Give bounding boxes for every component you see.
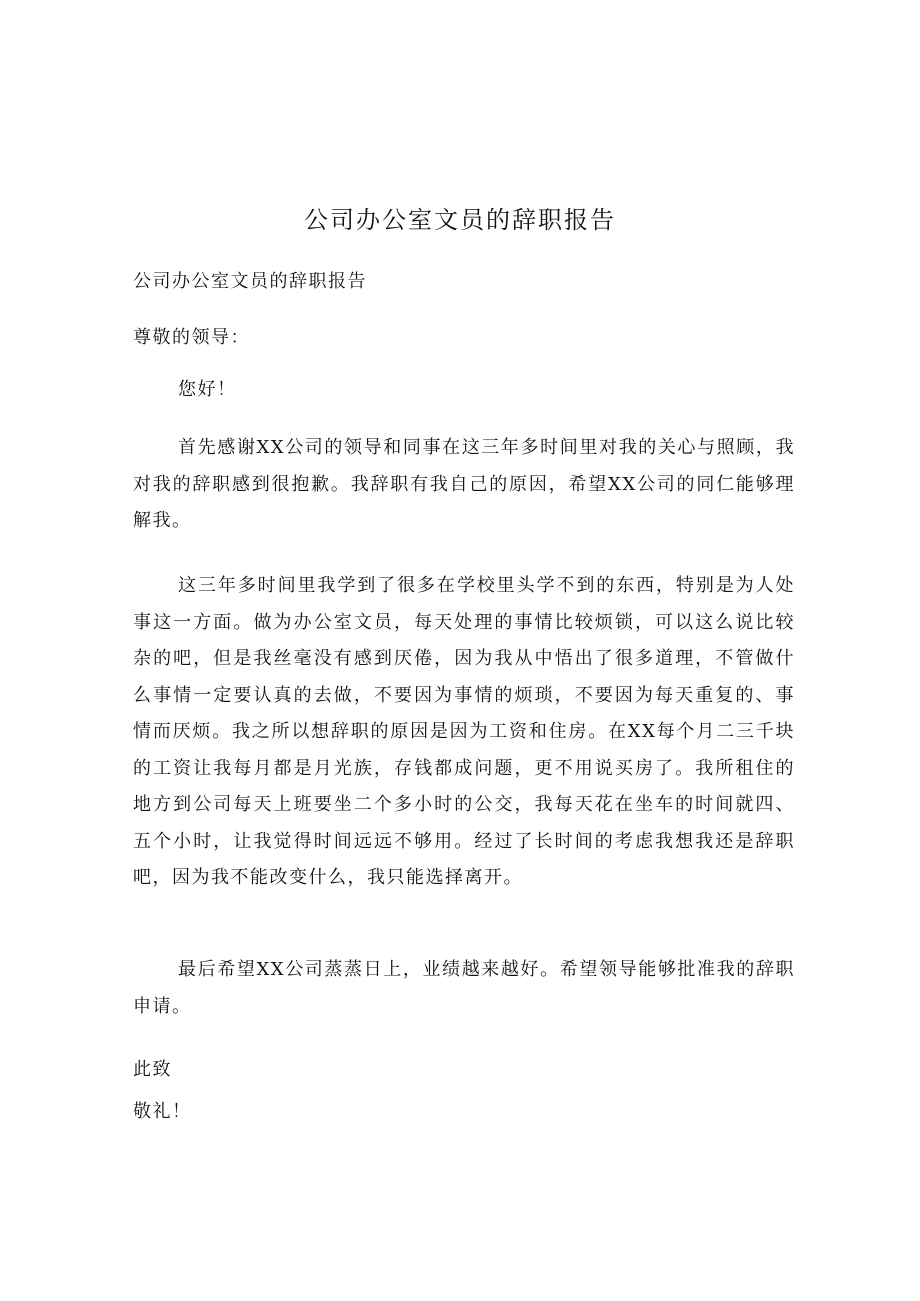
body-paragraph-3: 最后希望XX公司蒸蒸日上，业绩越来越好。希望领导能够批准我的辞职申请。 bbox=[133, 959, 795, 1017]
body-paragraph-2: 这三年多时间里我学到了很多在学校里头学不到的东西，特别是为人处事这一方面。做为办公室文员，每天处理的事情比较烦锁，可以这么说比较杂的吧，但是我丝毫没有感到厌倦，因为我从中悟出了很多道理，不管做什么事情一定要认真的去做，不要因为事情的烦琐，不要因为每天重复的、事情而厌烦。我之所以想辞职的原因是因为工资和住房。在XX每个月二三千块的工资让我每月都是月光族，存钱都成问题，更不用说买房了。我所租住的地方到公司每天上班要坐二个多小时的公交，我每天花在坐车的时间就四、五个小时，让我觉得时间远远不够用。经过了长时间的考虑我想我还是辞职吧，因为我不能改变什么，我只能选择离开。 bbox=[133, 575, 795, 888]
document-title: 公司办公室文员的辞职报告 bbox=[304, 206, 616, 234]
body-paragraph-1: 首先感谢XX公司的领导和同事在这三年多时间里对我的关心与照顾，我对我的辞职感到很抱歉。我辞职有我自己的原因，希望XX公司的同仁能够理解我。 bbox=[133, 437, 795, 531]
closing-line-2: 敬礼！ bbox=[133, 1101, 192, 1122]
salutation: 尊敬的领导： bbox=[133, 327, 250, 348]
document-subtitle: 公司办公室文员的辞职报告 bbox=[133, 271, 367, 292]
greeting: 您好！ bbox=[178, 379, 237, 400]
closing-line-1: 此致 bbox=[133, 1059, 172, 1080]
